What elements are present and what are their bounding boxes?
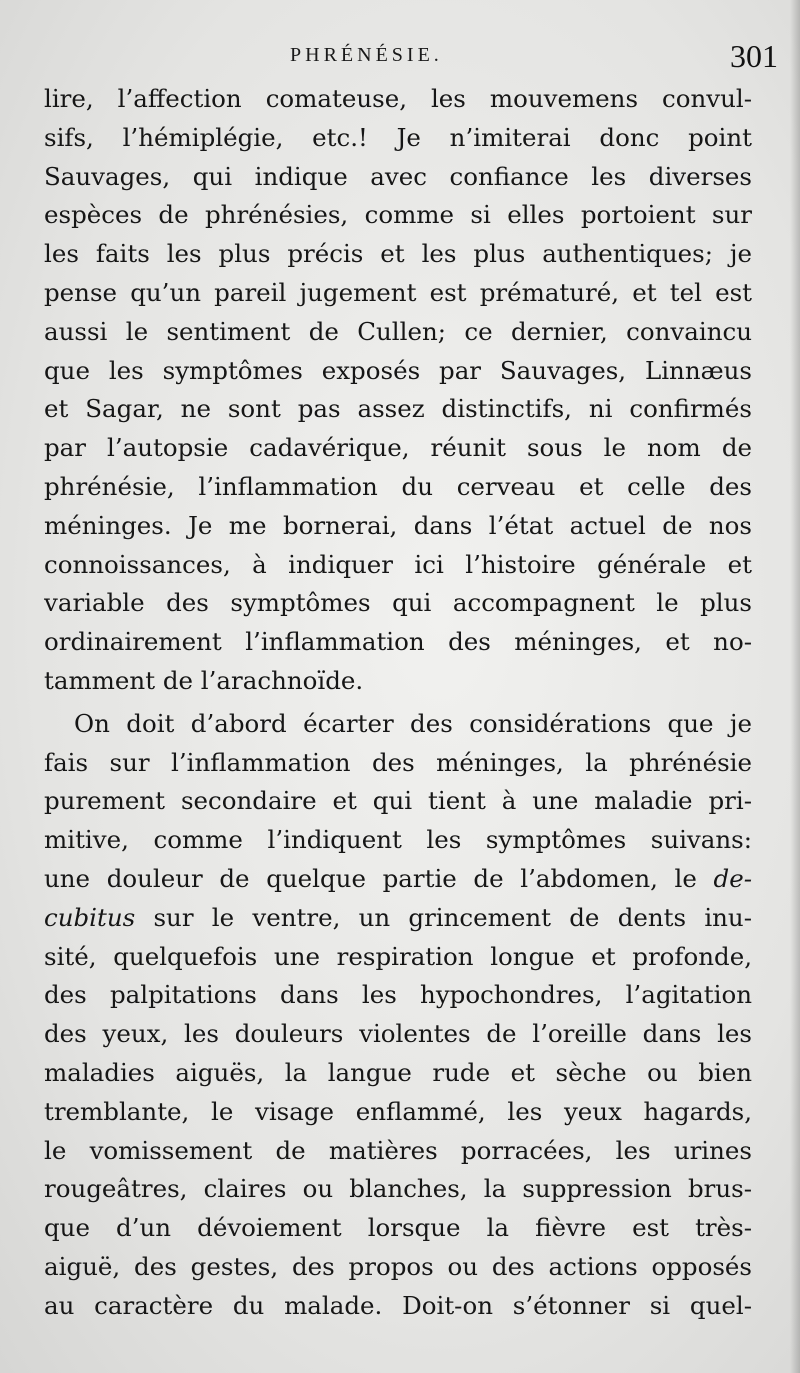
text-line: méninges. Je me bornerai, dans l’état actuel de nos	[44, 510, 752, 540]
text-line: sité, quelquefois une respiration longue et profonde,	[44, 941, 752, 971]
text-line: des yeux, les douleurs violentes de l’oreille dans les	[44, 1019, 752, 1049]
text-line: variable des symptômes qui accompagnent le plus	[44, 588, 752, 618]
text-line: purement secondaire et qui tient à une maladie pri-	[44, 786, 752, 816]
text-line: aussi le sentiment de Cullen; ce dernier, convaincu	[44, 316, 752, 346]
text-line: espèces de phrénésies, comme si elles portoient sur	[44, 200, 752, 230]
text-line: phrénésie, l’inflammation du cerveau et celle des	[44, 471, 752, 501]
text-line: au caractère du malade. Doit-on s’étonner si quel-	[44, 1290, 752, 1320]
text-segment: sur le ventre, un grincement de dents inu-	[153, 902, 752, 932]
text-line: ordinairement l’inflammation des méninges, et no-	[44, 627, 752, 657]
text-line: des palpitations dans les hypochondres, l’agitation	[44, 980, 752, 1010]
page-header	[0, 38, 800, 78]
text-line: On doit d’abord écarter des considérations que je	[74, 708, 752, 738]
text-line-mixed	[44, 899, 752, 938]
text-line: aiguë, des gestes, des propos ou des actions opposés	[44, 1251, 752, 1281]
page-number: 301	[730, 38, 778, 74]
text-line: mitive, comme l’indiquent les symptômes suivans:	[44, 825, 752, 855]
text-line: pense qu’un pareil jugement est prématuré, et tel est	[44, 277, 752, 307]
text-line: rougeâtres, claires ou blanches, la suppression brus-	[44, 1174, 752, 1204]
page-edge-shadow	[790, 0, 800, 1373]
text-line: le vomissement de matières porracées, les urines	[44, 1135, 752, 1165]
text-line: lire, l’affection comateuse, les mouvemens convul-	[44, 84, 752, 113]
text-line: par l’autopsie cadavérique, réunit sous le nom de	[44, 433, 752, 463]
italic-term: cubitus	[44, 902, 136, 932]
text-segment: une douleur de quelque partie de l’abdomen, le	[44, 863, 697, 893]
body-text	[44, 80, 752, 1326]
text-line: tremblante, le visage enflammé, les yeux hagards,	[44, 1096, 752, 1126]
running-title: PHRÉNÉSIE.	[290, 44, 443, 66]
text-line: tamment de l’arachnoïde.	[44, 665, 364, 695]
text-line: maladies aiguës, la langue rude et sèche ou bien	[44, 1057, 752, 1087]
text-line: sifs, l’hémiplégie, etc.! Je n’imiterai donc point	[44, 122, 752, 152]
text-line: que les symptômes exposés par Sauvages, Linnæus	[44, 355, 752, 385]
text-line: que d’un dévoiement lorsque la fièvre est très-	[44, 1213, 752, 1243]
italic-term: de-	[713, 863, 752, 893]
text-line: les faits les plus précis et les plus authentiques; je	[44, 239, 752, 269]
text-line: Sauvages, qui indique avec confiance les diverses	[44, 161, 752, 191]
text-line: connoissances, à indiquer ici l’histoire générale et	[44, 549, 752, 579]
text-line: et Sagar, ne sont pas assez distinctifs, ni confirmés	[44, 394, 752, 424]
text-line-mixed	[44, 860, 752, 899]
text-line: fais sur l’inflammation des méninges, la phrénésie	[44, 747, 752, 777]
